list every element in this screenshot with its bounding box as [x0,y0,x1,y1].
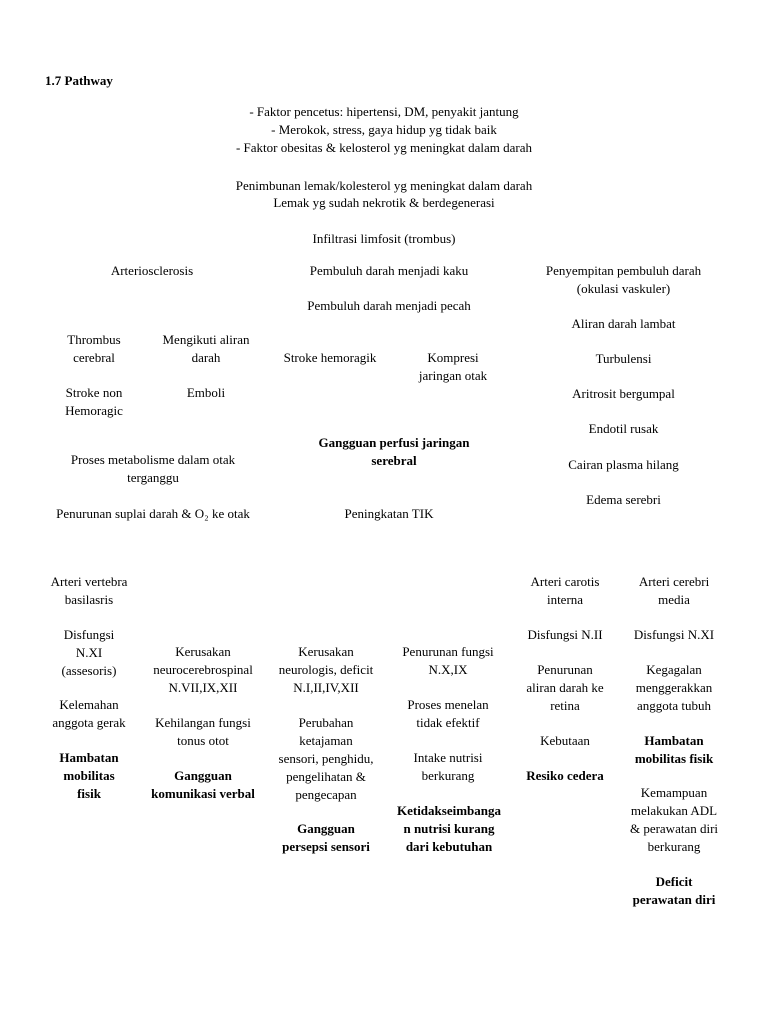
cerebral-edema: Edema serebri [586,492,661,507]
slow-blood-flow: Aliran darah lambat [571,316,676,331]
risk-factor-1: - Faktor pencetus: hipertensi, DM, penyakit jantung [249,104,519,119]
retina-blood-flow-decrease: Penurunan aliran darah ke retina [526,662,604,713]
metabolism-disturbed: Proses metabolisme dalam otak terganggu [70,452,236,485]
vessel-narrowing: Penyempitan pembuluh darah (okulasi vaskuler) [545,263,702,296]
vessel-stiff: Pembuluh darah menjadi kaku [309,263,469,278]
erythrocyte-clumping: Aritrosit bergumpal [572,386,675,401]
muscle-tonus-loss: Kehilangan fungsi tonus otot [155,715,251,748]
nutrition-imbalance-diagnosis: Ketidakseimbanga n nutrisi kurang dari kebutuhan [396,803,501,854]
endothelium-damage: Endotil rusak [588,421,659,436]
self-care-deficit-diagnosis: Deficit perawatan diri [632,874,716,907]
accumulation-2: Lemak yg sudah nekrotik & berdegenerasi [273,195,495,210]
blood-supply-decrease: Penurunan suplai darah & O₂ ke otak [56,506,250,521]
infiltration: Infiltrasi limfosit (trombus) [312,231,456,246]
section-title: 1.7 Pathway [45,73,113,88]
accumulation-1: Penimbunan lemak/kolesterol yg meningkat dalam darah [235,178,533,193]
stroke-hemoragik: Stroke hemoragik [283,350,377,365]
plasma-loss: Cairan plasma hilang [568,457,679,472]
body-movement-failure: Kegagalan menggerakkan anggota tubuh [635,662,713,713]
vertebral-basilar-artery: Arteri vertebra basilasris [50,574,128,607]
n-ii-dysfunction: Disfungsi N.II [527,627,603,642]
sensory-perception-diagnosis: Gangguan persepsi sensori [282,821,370,854]
perfusion-disorder-diagnosis: Gangguan perfusi jaringan serebral [318,435,470,468]
internal-carotid-artery: Arteri carotis interna [530,574,600,607]
n-xi-dysfunction-right: Disfungsi N.XI [633,627,715,642]
adl-self-care-decrease: Kemampuan melakukan ADL & perawatan diri berkurang [629,785,719,854]
n-xi-dysfunction: Disfungsi N.XI (assesoris) [61,627,117,678]
stroke-non-hemoragic: Stroke non Hemoragic [65,385,123,418]
impaired-mobility-diagnosis: Hambatan mobilitas fisik [59,750,119,801]
sensory-change: Perubahan ketajaman sensori, penghidu, pengelihatan & pengecapan [278,715,374,802]
vessel-rupture: Pembuluh darah menjadi pecah [307,298,471,313]
risk-factor-2: - Merokok, stress, gaya hidup yg tidak baik [271,122,497,137]
ineffective-swallowing: Proses menelan tidak efektif [407,697,489,730]
nutrition-intake-decrease: Intake nutrisi berkurang [413,750,483,783]
thrombus-cerebral: Thrombus cerebral [67,332,121,365]
turbulence: Turbulensi [595,351,652,366]
n-x-ix-function-decrease: Penurunan fungsi N.X,IX [402,644,494,677]
tik-increase: Peningkatan TIK [344,506,434,521]
emboli: Emboli [186,385,226,400]
middle-cerebral-artery: Arteri cerebri media [638,574,710,607]
brain-tissue-compression: Kompresi jaringan otak [418,350,488,383]
verbal-communication-diagnosis: Gangguan komunikasi verbal [151,768,255,801]
blindness: Kebutaan [540,733,590,748]
risk-factor-3: - Faktor obesitas & kelosterol yg meningkat dalam darah [235,140,533,155]
neurocerebrospinal-damage: Kerusakan neurocerebrospinal N.VII,IX,XII [153,644,253,695]
limb-weakness: Kelemahan anggota gerak [52,697,126,730]
arteriosclerosis: Arteriosclerosis [110,263,194,278]
impaired-mobility-diagnosis-right: Hambatan mobilitas fisik [634,733,714,766]
neurological-damage: Kerusakan neurologis, deficit N.I,II,IV,XII [278,644,374,695]
injury-risk-diagnosis: Resiko cedera [526,768,604,783]
follows-blood-flow: Mengikuti aliran darah [162,332,250,365]
